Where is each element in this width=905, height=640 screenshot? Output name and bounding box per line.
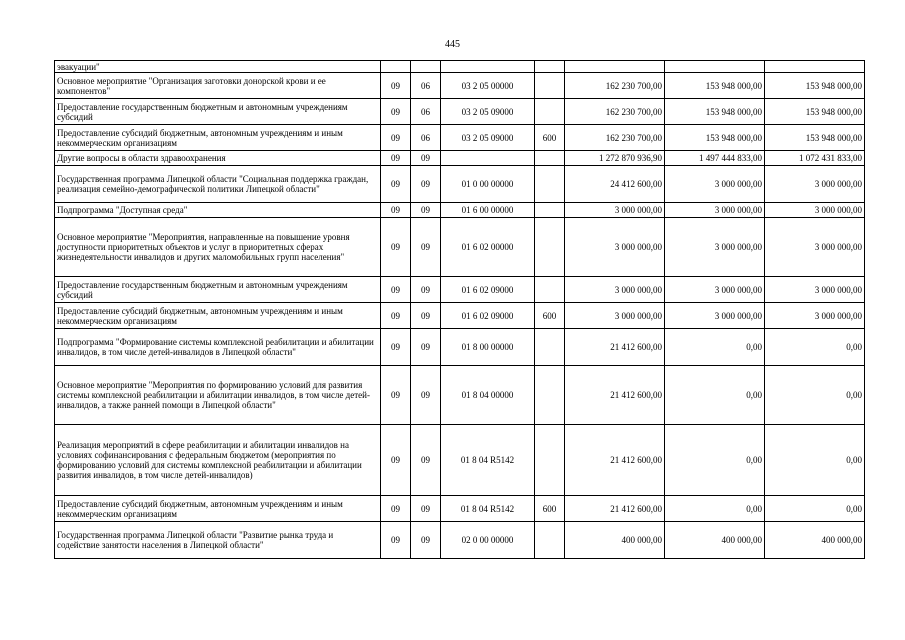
expense-type-code: [535, 203, 565, 218]
row-name: Основное мероприятие "Мероприятия, направленные на повышение уровня доступности приоритетных объектов и услуг в приоритетных сферах жизнедеятельности инвалидов и других маломобильных групп населения": [55, 218, 381, 277]
amount-year-2: 3 000 000,00: [665, 166, 765, 203]
amount-year-2: 153 948 000,00: [665, 73, 765, 99]
amount-year-1: 3 000 000,00: [565, 203, 665, 218]
expense-type-code: [535, 425, 565, 496]
section-code: 09: [381, 366, 411, 425]
amount-year-1: 21 412 600,00: [565, 496, 665, 522]
table-row: [55, 166, 865, 203]
table-row: [55, 218, 865, 277]
amount-year-3: 153 948 000,00: [765, 99, 865, 125]
budget-table: [54, 60, 865, 559]
target-article-code: 01 8 00 00000: [441, 329, 535, 366]
table-row: [55, 203, 865, 218]
target-article-code: 01 0 00 00000: [441, 166, 535, 203]
amount-year-3: 3 000 000,00: [765, 203, 865, 218]
subsection-code: 09: [411, 303, 441, 329]
amount-year-2: 0,00: [665, 366, 765, 425]
section-code: 09: [381, 425, 411, 496]
amount-year-3: 3 000 000,00: [765, 303, 865, 329]
amount-year-3: 3 000 000,00: [765, 218, 865, 277]
amount-year-3: 3 000 000,00: [765, 166, 865, 203]
row-name: Предоставление субсидий бюджетным, автономным учреждениям и иным некоммерческим организациям: [55, 125, 381, 151]
amount-year-3: 153 948 000,00: [765, 125, 865, 151]
amount-year-2: 0,00: [665, 425, 765, 496]
subsection-code: 09: [411, 218, 441, 277]
subsection-code: 06: [411, 125, 441, 151]
target-article-code: 03 2 05 09000: [441, 125, 535, 151]
expense-type-code: [535, 61, 565, 73]
amount-year-1: 1 272 870 936,90: [565, 151, 665, 166]
amount-year-1: [565, 61, 665, 73]
amount-year-3: 0,00: [765, 425, 865, 496]
target-article-code: 01 8 04 00000: [441, 366, 535, 425]
target-article-code: 01 6 02 00000: [441, 218, 535, 277]
amount-year-1: 3 000 000,00: [565, 303, 665, 329]
table-row: [55, 277, 865, 303]
expense-type-code: [535, 218, 565, 277]
target-article-code: 01 8 04 R5142: [441, 425, 535, 496]
target-article-code: [441, 151, 535, 166]
row-name: Подпрограмма "Формирование системы комплексной реабилитации и абилитации инвалидов, в том числе детей-инвалидов в Липецкой области": [55, 329, 381, 366]
page-number: 445: [445, 39, 460, 50]
table-row: [55, 99, 865, 125]
row-name: Государственная программа Липецкой области "Развитие рынка труда и содействие занятости населения в Липецкой области": [55, 522, 381, 559]
subsection-code: 09: [411, 329, 441, 366]
expense-type-code: [535, 99, 565, 125]
amount-year-1: 21 412 600,00: [565, 329, 665, 366]
amount-year-1: 24 412 600,00: [565, 166, 665, 203]
section-code: 09: [381, 73, 411, 99]
subsection-code: 09: [411, 522, 441, 559]
table-row: [55, 522, 865, 559]
section-code: 09: [381, 218, 411, 277]
table-row: [55, 303, 865, 329]
amount-year-2: 0,00: [665, 496, 765, 522]
table-row: [55, 151, 865, 166]
amount-year-1: 21 412 600,00: [565, 425, 665, 496]
subsection-code: 09: [411, 203, 441, 218]
expense-type-code: [535, 166, 565, 203]
subsection-code: 06: [411, 99, 441, 125]
row-name: Основное мероприятие "Организация заготовки донорской крови и ее компонентов": [55, 73, 381, 99]
section-code: 09: [381, 99, 411, 125]
amount-year-2: 3 000 000,00: [665, 203, 765, 218]
section-code: 09: [381, 522, 411, 559]
amount-year-1: 162 230 700,00: [565, 73, 665, 99]
row-name: Другие вопросы в области здравоохранения: [55, 151, 381, 166]
subsection-code: [411, 61, 441, 73]
subsection-code: 09: [411, 277, 441, 303]
amount-year-2: 3 000 000,00: [665, 303, 765, 329]
row-name: Предоставление субсидий бюджетным, автономным учреждениям и иным некоммерческим организациям: [55, 303, 381, 329]
target-article-code: 02 0 00 00000: [441, 522, 535, 559]
row-name: Государственная программа Липецкой области "Социальная поддержка граждан, реализация семейно-демографической политики Липецкой области": [55, 166, 381, 203]
table-row: [55, 125, 865, 151]
section-code: 09: [381, 496, 411, 522]
row-name: Предоставление государственным бюджетным и автономным учреждениям субсидий: [55, 99, 381, 125]
section-code: 09: [381, 151, 411, 166]
section-code: 09: [381, 329, 411, 366]
amount-year-2: 3 000 000,00: [665, 277, 765, 303]
row-name: Реализация мероприятий в сфере реабилитации и абилитации инвалидов на условиях софинансирования с федеральным бюджетом (мероприятия по формированию условий для системы комплексной реабилитации и абилитации развития инвалидов, в том числе детей-инвалидов): [55, 425, 381, 496]
amount-year-1: 21 412 600,00: [565, 366, 665, 425]
table-row: [55, 496, 865, 522]
subsection-code: 09: [411, 366, 441, 425]
section-code: 09: [381, 303, 411, 329]
amount-year-1: 162 230 700,00: [565, 125, 665, 151]
amount-year-2: 153 948 000,00: [665, 99, 765, 125]
target-article-code: 01 8 04 R5142: [441, 496, 535, 522]
subsection-code: 09: [411, 425, 441, 496]
amount-year-3: 0,00: [765, 329, 865, 366]
amount-year-2: 153 948 000,00: [665, 125, 765, 151]
expense-type-code: [535, 151, 565, 166]
expense-type-code: 600: [535, 496, 565, 522]
amount-year-2: 400 000,00: [665, 522, 765, 559]
amount-year-1: 162 230 700,00: [565, 99, 665, 125]
table-row: [55, 425, 865, 496]
target-article-code: 03 2 05 00000: [441, 73, 535, 99]
amount-year-3: 0,00: [765, 496, 865, 522]
amount-year-2: [665, 61, 765, 73]
amount-year-2: 3 000 000,00: [665, 218, 765, 277]
expense-type-code: [535, 329, 565, 366]
section-code: 09: [381, 277, 411, 303]
amount-year-2: 1 497 444 833,00: [665, 151, 765, 166]
expense-type-code: [535, 366, 565, 425]
amount-year-3: 0,00: [765, 366, 865, 425]
table-row: [55, 329, 865, 366]
amount-year-3: [765, 61, 865, 73]
subsection-code: 09: [411, 151, 441, 166]
amount-year-3: 3 000 000,00: [765, 277, 865, 303]
subsection-code: 09: [411, 496, 441, 522]
expense-type-code: [535, 277, 565, 303]
amount-year-3: 400 000,00: [765, 522, 865, 559]
table-row: [55, 61, 865, 73]
subsection-code: 06: [411, 73, 441, 99]
amount-year-1: 3 000 000,00: [565, 218, 665, 277]
subsection-code: 09: [411, 166, 441, 203]
section-code: 09: [381, 166, 411, 203]
amount-year-1: 400 000,00: [565, 522, 665, 559]
row-name: Основное мероприятие "Мероприятия по формированию условий для развития системы комплексной реабилитации и абилитации инвалидов, в том числе детей-инвалидов, а также ранней помощи в Липецкой области": [55, 366, 381, 425]
row-name: Предоставление государственным бюджетным и автономным учреждениям субсидий: [55, 277, 381, 303]
expense-type-code: 600: [535, 125, 565, 151]
section-code: [381, 61, 411, 73]
amount-year-2: 0,00: [665, 329, 765, 366]
section-code: 09: [381, 203, 411, 218]
target-article-code: [441, 61, 535, 73]
section-code: 09: [381, 125, 411, 151]
row-name: эвакуации": [55, 61, 381, 73]
expense-type-code: [535, 73, 565, 99]
amount-year-3: 1 072 431 833,00: [765, 151, 865, 166]
expense-type-code: 600: [535, 303, 565, 329]
amount-year-1: 3 000 000,00: [565, 277, 665, 303]
amount-year-3: 153 948 000,00: [765, 73, 865, 99]
target-article-code: 01 6 00 00000: [441, 203, 535, 218]
target-article-code: 01 6 02 09000: [441, 303, 535, 329]
row-name: Подпрограмма "Доступная среда": [55, 203, 381, 218]
table-row: [55, 366, 865, 425]
table-row: [55, 73, 865, 99]
expense-type-code: [535, 522, 565, 559]
target-article-code: 03 2 05 09000: [441, 99, 535, 125]
row-name: Предоставление субсидий бюджетным, автономным учреждениям и иным некоммерческим организациям: [55, 496, 381, 522]
target-article-code: 01 6 02 09000: [441, 277, 535, 303]
